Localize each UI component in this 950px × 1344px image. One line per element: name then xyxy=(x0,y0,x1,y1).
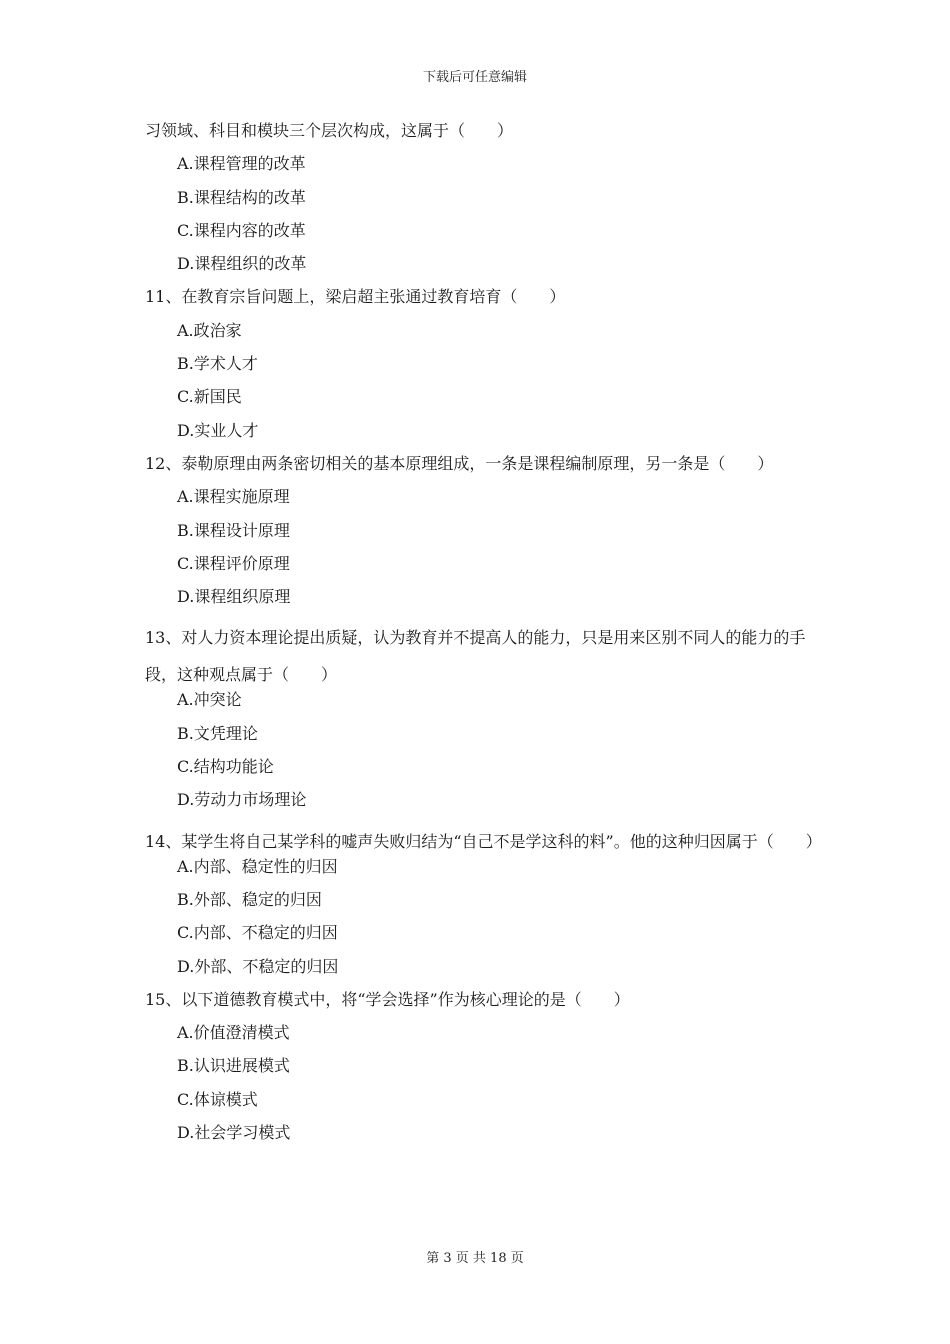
option-b: B.外部、稳定的归因 xyxy=(177,889,322,909)
question-block xyxy=(145,286,825,452)
option-b: B.认识进展模式 xyxy=(177,1056,290,1076)
option-d: D.劳动力市场理论 xyxy=(177,790,307,810)
option-b: B.文凭理论 xyxy=(177,723,258,743)
option-c: C.课程内容的改革 xyxy=(177,220,306,240)
option-d: D.课程组织的改革 xyxy=(177,254,307,274)
question-block xyxy=(145,120,825,286)
option-d: D.社会学习模式 xyxy=(177,1123,291,1143)
question-block xyxy=(145,453,825,619)
question-block xyxy=(145,989,825,1155)
question-stem: 14、某学生将自己某学科的嘘声失败归结为“自己不是学这科的料”。他的这种归因属于（ ） xyxy=(145,831,822,851)
option-a: A.价值澄清模式 xyxy=(177,1023,290,1043)
option-a: A.政治家 xyxy=(177,320,242,340)
page-footer: 第 3 页 共 18 页 xyxy=(426,1251,524,1266)
option-d: D.外部、不稳定的归因 xyxy=(177,956,339,976)
option-c: C.课程评价原理 xyxy=(177,553,290,573)
option-d: D.实业人才 xyxy=(177,420,259,440)
option-a: A.内部、稳定性的归因 xyxy=(177,856,338,876)
option-a: A.课程管理的改革 xyxy=(177,154,306,174)
option-c: C.内部、不稳定的归因 xyxy=(177,923,338,943)
option-b: B.学术人才 xyxy=(177,354,258,374)
option-c: C.结构功能论 xyxy=(177,757,274,777)
question-stem: 11、在教育宗旨问题上，梁启超主张通过教育培育（ ） xyxy=(145,287,566,307)
question-block xyxy=(145,619,825,822)
option-a: A.课程实施原理 xyxy=(177,487,290,507)
question-stem: 13、对人力资本理论提出质疑，认为教育并不提高人的能力，只是用来区别不同人的能力的手段，这种观点属于（ ） xyxy=(145,628,806,685)
question-block xyxy=(145,823,825,989)
option-d: D.课程组织原理 xyxy=(177,587,291,607)
option-b: B.课程结构的改革 xyxy=(177,187,306,207)
option-a: A.冲突论 xyxy=(177,690,242,710)
page-header: 下载后可任意编辑 xyxy=(422,70,527,85)
question-stem: 15、以下道德教育模式中，将“学会选择”作为核心理论的是（ ） xyxy=(145,989,630,1009)
option-b: B.课程设计原理 xyxy=(177,520,290,540)
question-list xyxy=(145,120,825,1155)
option-c: C.体谅模式 xyxy=(177,1089,258,1109)
question-stem: 12、泰勒原理由两条密切相关的基本原理组成，一条是课程编制原理，另一条是（ ） xyxy=(145,453,774,473)
question-stem: 习领域、科目和模块三个层次构成，这属于（ ） xyxy=(145,121,514,140)
option-c: C.新国民 xyxy=(177,387,242,407)
